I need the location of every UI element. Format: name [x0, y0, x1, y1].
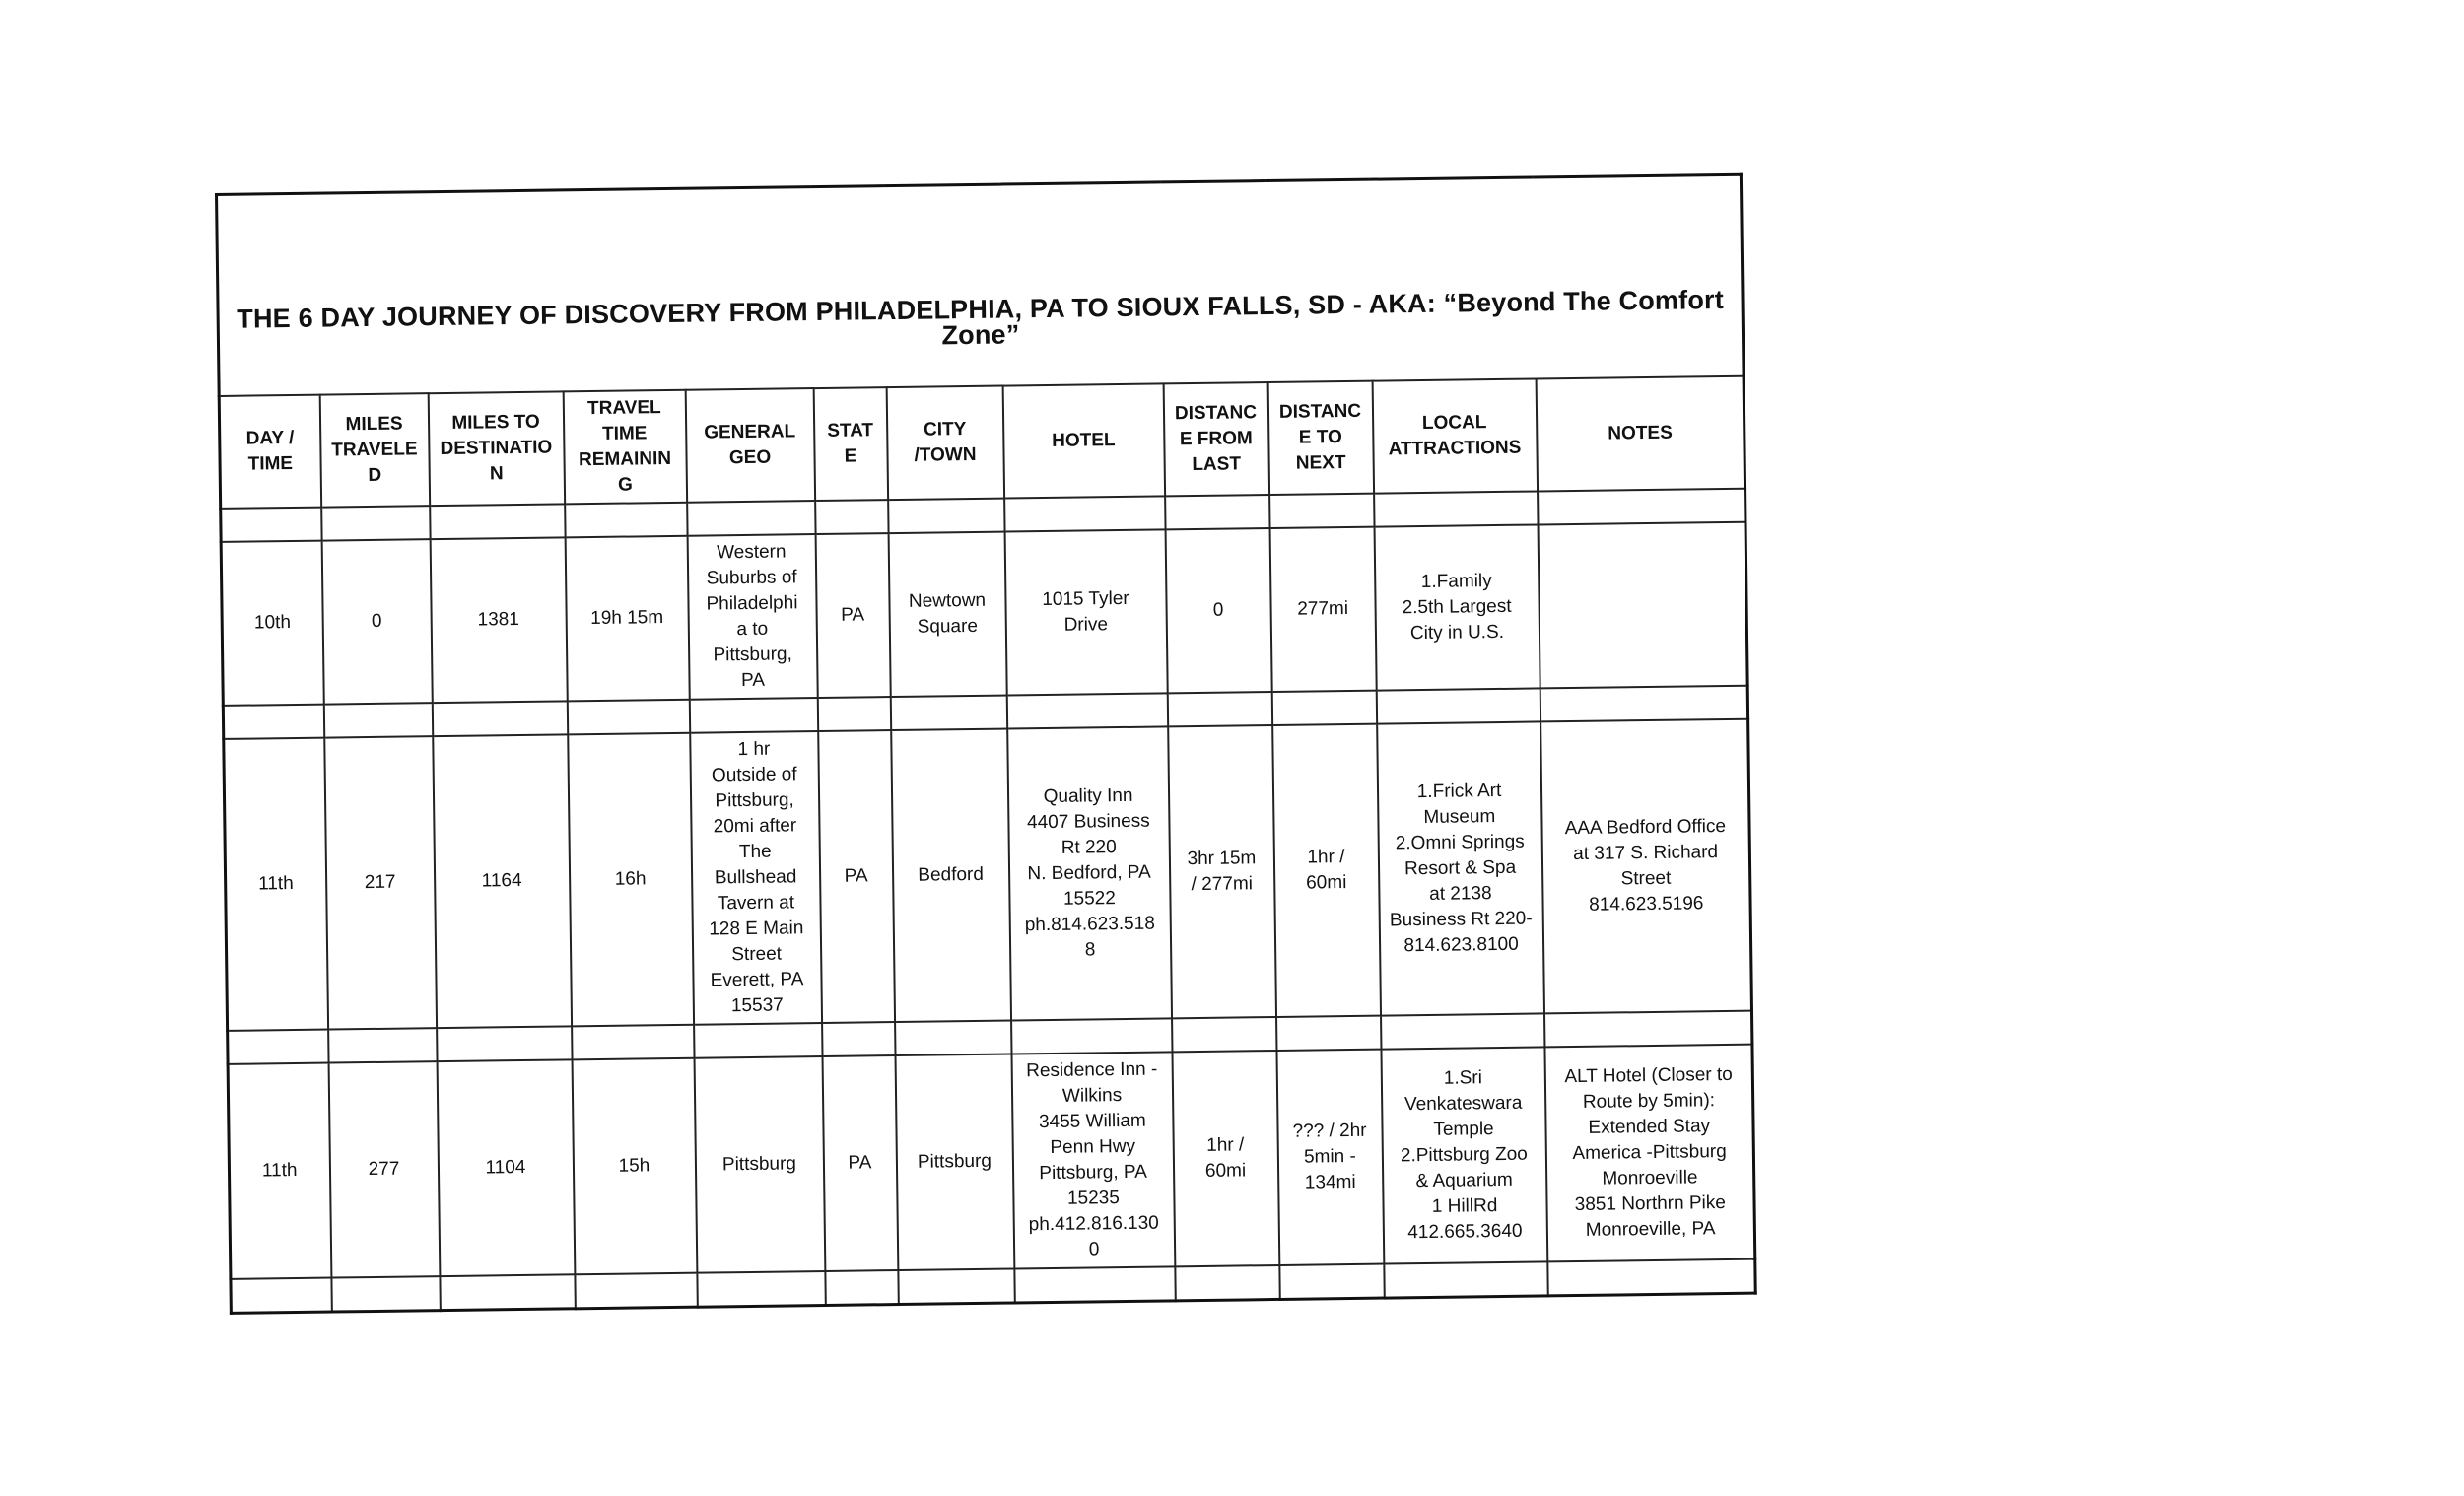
cell-local-attractions: 1.Sri Venkateswara Temple 2.Pittsburg Zoo & Aquarium 1 HillRd 412.665.3640: [1381, 1047, 1547, 1263]
header-distance-from-last: DISTANC E FROM LAST: [1163, 382, 1268, 496]
cell-distance-from-last: 1hr / 60mi: [1172, 1051, 1279, 1266]
cell-miles-traveled: 217: [324, 736, 437, 1029]
cell-miles-traveled: 0: [321, 539, 432, 704]
header-miles-traveled: MILES TRAVELE D: [319, 393, 429, 507]
cell-distance-to-next: 1hr / 60mi: [1272, 724, 1381, 1017]
cell-general-geo: Western Suburbs of Philadelphi a to Pittsburg, PA: [687, 534, 817, 700]
header-city-town: CITY /TOWN: [886, 386, 1003, 501]
header-distance-to-next: DISTANC E TO NEXT: [1267, 381, 1373, 495]
cell-miles-to-destination: 1104: [437, 1059, 575, 1276]
cell-miles-traveled: 277: [328, 1061, 440, 1277]
cell-state: PA: [822, 1055, 898, 1271]
cell-state: PA: [815, 533, 890, 698]
cell-notes: [1538, 522, 1747, 689]
cell-notes: AAA Bedford Office at 317 S. Richard Street 814.623.5196: [1540, 719, 1752, 1014]
table-row: [224, 719, 1752, 1031]
cell-general-geo: Pittsburg: [694, 1056, 825, 1273]
cell-distance-to-next: 277mi: [1269, 527, 1376, 692]
header-miles-to-destination: MILES TO DESTINATIO N: [428, 391, 564, 506]
cell-travel-time-remaining: 19h 15m: [565, 536, 689, 702]
cell-hotel: Residence Inn - Wilkins 3455 William Penn Hwy Pittsburg, PA 15235 ph.412.816.130 0: [1011, 1052, 1175, 1268]
title-row: [217, 174, 1745, 396]
cell-hotel: Quality Inn 4407 Business Rt 220 N. Bedford, PA 15522 ph.814.623.518 8: [1007, 726, 1172, 1020]
cell-day: 11th: [228, 1063, 331, 1279]
header-local-attractions: LOCAL ATTRACTIONS: [1372, 378, 1537, 493]
cell-distance-from-last: 3hr 15m / 277mi: [1168, 725, 1276, 1018]
table-row: [228, 1045, 1755, 1279]
header-row: [219, 376, 1745, 509]
cell-travel-time-remaining: 15h: [572, 1058, 697, 1275]
cell-city: Pittsburg: [895, 1054, 1014, 1270]
table-row: [221, 522, 1747, 706]
cell-miles-to-destination: 1381: [430, 537, 567, 703]
cell-day: 11th: [224, 738, 328, 1031]
header-day-time: DAY / TIME: [219, 395, 320, 509]
cell-distance-from-last: 0: [1165, 528, 1271, 693]
cell-notes: ALT Hotel (Closer to Route by 5min): Extended Stay America -Pittsburg Monroeville 3851 Northrn Pike Monroeville, PA: [1544, 1045, 1755, 1262]
cell-state: PA: [818, 730, 895, 1023]
header-general-geo: GENERAL GEO: [685, 388, 814, 503]
header-hotel: HOTEL: [1002, 383, 1164, 498]
header-notes: NOTES: [1536, 376, 1745, 492]
scanned-itinerary-sheet: [215, 173, 1753, 1262]
cell-city: Bedford: [891, 729, 1011, 1023]
cell-local-attractions: 1.Frick Art Museum 2.Omni Springs Resort & Spa at 2138 Business Rt 220- 814.623.8100: [1377, 721, 1544, 1015]
cell-local-attractions: 1.Family 2.5th Largest City in U.S.: [1374, 524, 1540, 690]
cell-travel-time-remaining: 16h: [568, 733, 694, 1027]
document-title: THE 6 DAY JOURNEY OF DISCOVERY FROM PHILADELPHIA, PA TO SIOUX FALLS, SD - AKA: “Beyond The Comfort Zone”: [217, 174, 1745, 396]
header-travel-time-remaining: TRAVEL TIME REMAININ G: [563, 390, 686, 505]
cell-city: Newtown Square: [888, 532, 1006, 698]
header-state: STAT E: [813, 387, 887, 501]
cell-distance-to-next: ??? / 2hr 5min - 134mi: [1276, 1050, 1384, 1265]
cell-hotel: 1015 Tyler Drive: [1004, 529, 1167, 695]
cell-miles-to-destination: 1164: [433, 734, 572, 1028]
cell-day: 10th: [221, 541, 323, 706]
itinerary-table: [215, 173, 1757, 1315]
cell-general-geo: 1 hr Outside of Pittsburg, 20mi after The Bullshead Tavern at 128 E Main Street Everett, PA 15537: [690, 731, 822, 1025]
